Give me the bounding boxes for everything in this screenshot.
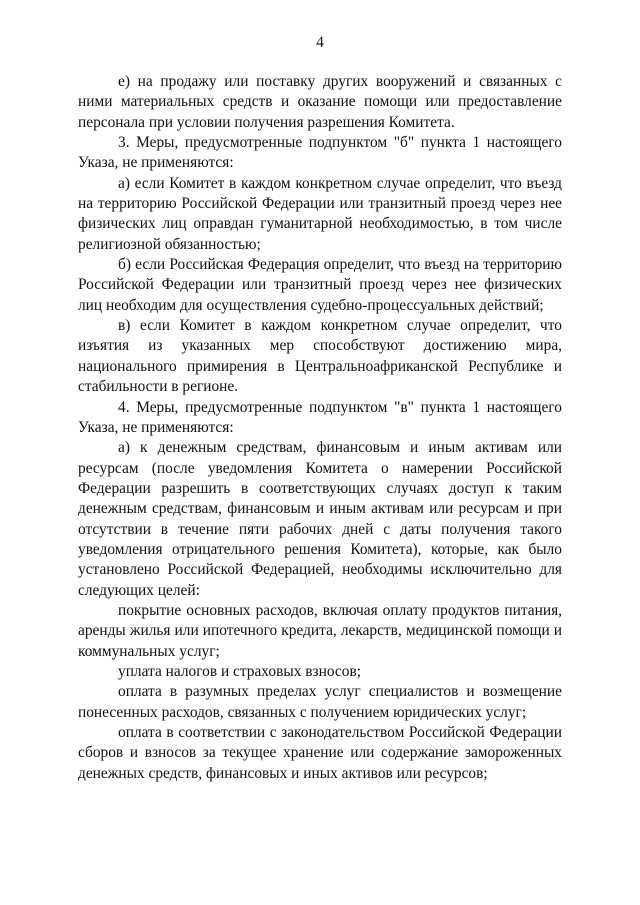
paragraph-3b-judicial: б) если Российская Федерация определит, что въезд на территорию Российской Федерации или транзитный проезд через нее физических лиц необходим для осуществления судебно-процессуальных действий; bbox=[78, 256, 562, 314]
paragraph-3a-humanitarian: а) если Комитет в каждом конкретном случае определит, что въезд на территорию Российской Федерации или транзитный проезд через нее физических лиц оправдан гуманитарной необходимостью, в том числе религиозной обязанностью; bbox=[78, 174, 562, 253]
paragraph-4-heading: 4. Меры, предусмотренные подпунктом "в" пункта 1 настоящего Указа, не применяются: bbox=[78, 398, 562, 436]
paragraph-3v-peace: в) если Комитет в каждом конкретном случае определит, что изъятия из указанных мер способствуют достижению мира, национального примирения в Центральноафриканской Республике и стабильности в регионе. bbox=[78, 317, 562, 396]
paragraph-item-e-arms-sale: е) на продажу или поставку других вооружений и связанных с ними материальных средств и оказание помощи или предоставление персонала при условии получения разрешения Комитета. bbox=[78, 73, 562, 131]
paragraph-storage-fees: оплата в соответствии с законодательством Российской Федерации сборов и взносов за текущее хранение или содержание замороженных денежных средств, финансовых и иных активов или ресурсов; bbox=[78, 724, 562, 782]
page-number: 4 bbox=[316, 34, 324, 51]
paragraph-basic-expenses: покрытие основных расходов, включая оплату продуктов питания, аренды жилья или ипотечного кредита, лекарств, медицинской помощи и коммунальных услуг; bbox=[78, 601, 562, 660]
document-body bbox=[78, 72, 562, 784]
paragraph-legal-services: оплата в разумных пределах услуг специалистов и возмещение понесенных расходов, связанных с получением юридических услуг; bbox=[78, 683, 562, 721]
paragraph-4a-funds: а) к денежным средствам, финансовым и иным активам или ресурсам (после уведомления Комитета о намерении Российской Федерации разрешить в соответствующих случаях доступ к таким денежным средствам, финансовым и иным активам или ресурсам и при отсутствии в течение пяти рабочих дней с даты получения такого уведомления отрицательного решения Комитета), которые, как было установлено Российской Федерацией, необходимы исключительно для следующих целей: bbox=[78, 439, 562, 599]
paragraph-taxes: уплата налогов и страховых взносов; bbox=[118, 662, 361, 680]
paragraph-3-heading: 3. Меры, предусмотренные подпунктом "б" пункта 1 настоящего Указа, не применяются: bbox=[78, 134, 562, 172]
